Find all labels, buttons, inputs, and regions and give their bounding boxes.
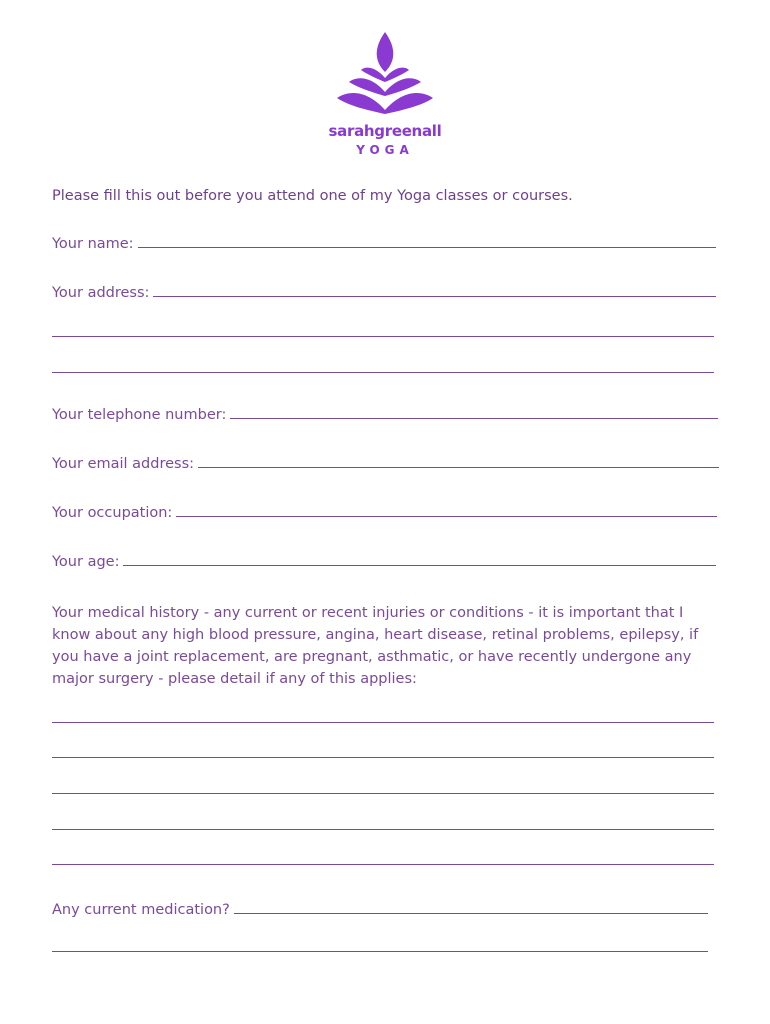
medication-line-2[interactable] <box>52 951 708 952</box>
email-line[interactable] <box>198 466 719 468</box>
address-line-3[interactable] <box>52 372 714 373</box>
brand-logo <box>320 30 450 160</box>
telephone-label: Your telephone number: <box>52 407 227 423</box>
occupation-line[interactable] <box>176 515 717 517</box>
age-field[interactable] <box>52 554 716 570</box>
medication-label: Any current medication? <box>52 902 230 918</box>
age-label: Your age: <box>52 554 120 570</box>
email-label: Your email address: <box>52 456 195 472</box>
address-line-2[interactable] <box>52 336 714 337</box>
intro-text: Please fill this out before you attend one of my Yoga classes or courses. <box>52 188 573 204</box>
brand-subtitle: YOGA <box>356 143 414 157</box>
medical-line-3[interactable] <box>52 793 714 794</box>
address-label: Your address: <box>52 285 150 301</box>
name-label: Your name: <box>52 236 134 252</box>
address-line[interactable] <box>153 295 716 297</box>
telephone-line[interactable] <box>230 417 718 419</box>
medical-line-2[interactable] <box>52 757 714 758</box>
name-field[interactable] <box>52 236 716 252</box>
address-field[interactable] <box>52 285 716 301</box>
medical-line-5[interactable] <box>52 864 714 865</box>
medication-field[interactable] <box>52 902 708 918</box>
name-line[interactable] <box>138 246 716 248</box>
medical-history-text: Your medical history - any current or recent injuries or conditions - it is important that I know about any high blood pressure, angina, heart disease, retinal problems, epilepsy, if you have a joint replacement, are pregnant, asthmatic, or have recently undergone any major surgery - please detail if any of this applies: <box>52 605 699 687</box>
telephone-field[interactable] <box>52 407 718 423</box>
occupation-label: Your occupation: <box>52 505 173 521</box>
age-line[interactable] <box>123 564 716 566</box>
medical-line-4[interactable] <box>52 829 714 830</box>
brand-name: sarahgreenall <box>328 122 442 140</box>
email-field[interactable] <box>52 456 719 472</box>
medical-line-1[interactable] <box>52 722 714 723</box>
occupation-field[interactable] <box>52 505 717 521</box>
medication-line[interactable] <box>234 912 708 914</box>
lotus-icon <box>335 30 435 122</box>
